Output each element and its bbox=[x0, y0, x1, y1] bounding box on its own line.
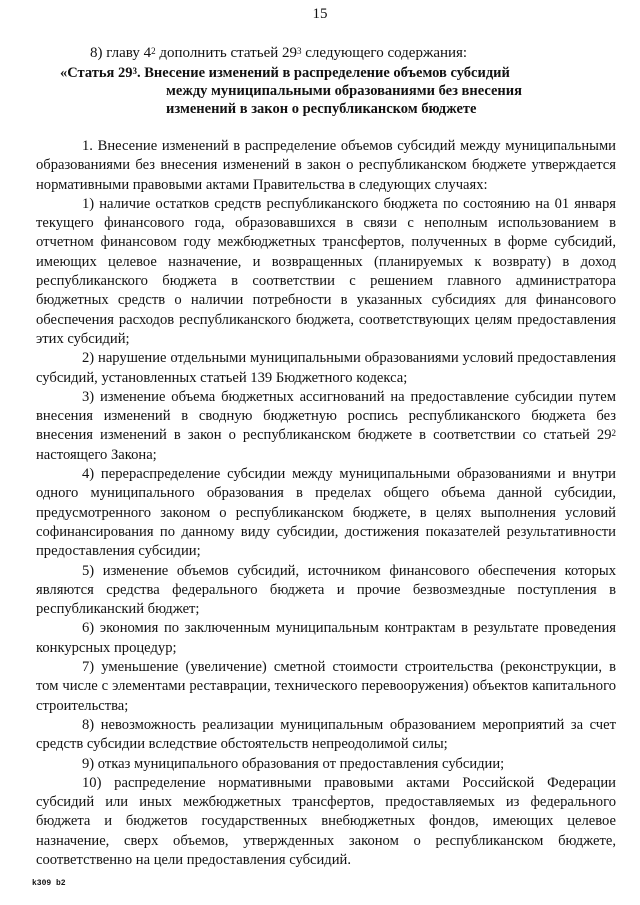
article-body bbox=[36, 137, 616, 870]
list-item-2: 2) нарушение отдельными муниципальными образованиями условий предоставления субсидий, установленных статьей 139 Бюджетного кодекса; bbox=[36, 350, 616, 386]
list-item-7: 7) уменьшение (увеличение) сметной стоимости строительства (реконструкции, в том числе с элементами реставрации, технического перевооружения) объектов капитального строительства; bbox=[36, 659, 616, 714]
article-heading-line-1 bbox=[60, 64, 630, 82]
list-item-4: 4) перераспределение субсидии между муниципальными образованиями и внутри одного муниципального образования в пределах общего объема данной субсидии, предусмотренного законом о республиканском бюджете, в целях выполнения условий софинансирования по данному виду субсидии, достижения показателей результативности предоставления субсидии; bbox=[36, 466, 616, 560]
list-item-8: 8) невозможность реализации муниципальным образованием мероприятий за счет средств субсидии вследствие обстоятельств непреодолимой силы; bbox=[36, 716, 616, 753]
list-item-10: 10) распределение нормативными правовыми актами Российской Федерации субсидий или иных межбюджетных трансфертов, предоставляемых из федерального бюджета и бюджетов государственных внебюджетных фондов, имеющих целевое назначение, сверх объемов, утвержденных законом о республиканском бюджете, соответственно на цели предоставления субсидий. bbox=[36, 774, 616, 868]
list-item-1: 1) наличие остатков средств республиканского бюджета по состоянию на 01 января текущего финансового года, образовавшихся в связи с неполным использованием в отчетном финансовом году межбюджетных трансфертов, полученных в форме субсидий, имеющих целевое назначение, и возвращенных (планируемых к возврату) в доход республиканского бюджета в соответствии с решением главного администратора бюджетных средств о наличии потребности в указанных субсидиях для финансового обеспечения расходов республиканского бюджета, соответствующих целям предоставления этих субсидий; bbox=[36, 195, 616, 347]
article-heading-line1-rest: . Внесение изменений в распределение объемов субсидий bbox=[136, 65, 510, 81]
list-item-3 bbox=[36, 388, 616, 465]
list-item-3-text: 3) изменение объема бюджетных ассигнований на предоставление субсидии путем внесения изменений в сводную бюджетную роспись республиканского бюджета без внесения изменений в закон о республиканском бюджете в соответствии со статьей 29 bbox=[36, 388, 616, 444]
amendment-intro bbox=[90, 44, 610, 62]
list-item-3-sup: 2 bbox=[611, 428, 616, 439]
intro-sup-2: 3 bbox=[297, 46, 302, 56]
page-number: 15 bbox=[312, 6, 328, 22]
paragraph-1: 1. Внесение изменений в распределение объемов субсидий между муниципальными образованиями без внесения изменений в закон о республиканском бюджете утверждается нормативными правовыми актами Правительства в следующих случаях: bbox=[36, 138, 616, 193]
intro-suffix: следующего содержания: bbox=[301, 45, 468, 61]
list-item-6: 6) экономия по заключенным муниципальным контрактам в результате проведения конкурсных процедур; bbox=[36, 620, 616, 656]
intro-prefix: 8) главу 4 bbox=[90, 45, 152, 61]
list-item-9: 9) отказ муниципального образования от предоставления субсидии; bbox=[82, 755, 505, 772]
article-heading-line-3: изменений в закон о республиканском бюджете bbox=[166, 101, 477, 117]
list-item-5: 5) изменение объемов субсидий, источником финансового обеспечения которых являются средства федерального бюджета и прочие безвозмездные поступления в республиканский бюджет; bbox=[36, 562, 616, 618]
article-heading-sup: 3 bbox=[132, 66, 137, 76]
intro-middle: дополнить статьей 29 bbox=[155, 45, 298, 61]
article-heading-prefix: «Статья 29 bbox=[60, 65, 133, 81]
article-heading-line-2: между муниципальными образованиями без внесения bbox=[166, 83, 522, 99]
article-heading bbox=[60, 64, 630, 118]
list-item-3-tail: настоящего Закона; bbox=[36, 446, 157, 463]
intro-sup-1: 2 bbox=[151, 46, 156, 56]
footer-document-code: k309 b2 bbox=[32, 879, 66, 888]
